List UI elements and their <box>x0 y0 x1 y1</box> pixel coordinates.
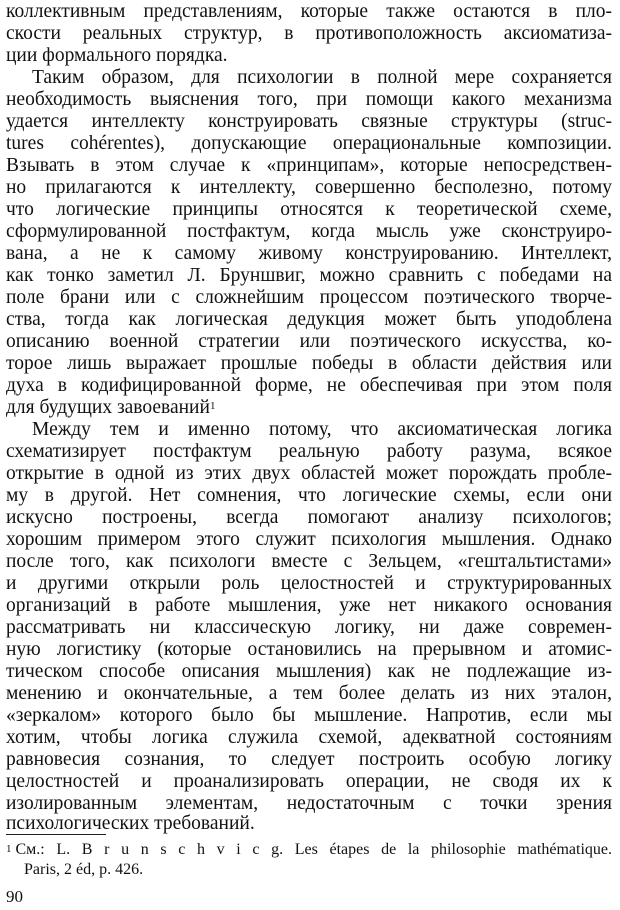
text-line: коллективным представлениям, которые также остаются в пло- <box>6 1 612 22</box>
text-line: вана, а не к самому живому конструированию. Интеллект, <box>6 243 612 264</box>
text-line: рассматривать ни классическую логику, ни даже современ- <box>6 617 612 638</box>
text-line: ную логистику (которые остановились на прерывном и атомис- <box>6 639 612 660</box>
footnote-text: См.: L. B r u n s c h v i c g. Les étapes de la philosophie mathématique. <box>15 841 612 858</box>
text-line: как тонко заметил Л. Бруншвиг, можно сравнить с победами на <box>6 265 612 286</box>
text-line: и другими открыли роль целостностей и структурированных <box>6 573 612 594</box>
text-line: описанию военной стратегии или поэтического искусства, ко- <box>6 331 612 352</box>
text-fragment: для будущих завоеваний <box>6 397 210 418</box>
text-line: хорошим примером этого служит психология мышления. Однако <box>6 529 612 550</box>
text-line: «зеркалом» которого было бы мышление. Напротив, если мы <box>6 705 612 726</box>
footnote-line <box>6 840 612 860</box>
text-line: после того, как психологи вместе с Зельцем, «гештальтистами» <box>6 551 612 572</box>
text-line: торое лишь выражает прошлые победы в области действия или <box>6 353 612 374</box>
footnote-reference: 1 <box>209 400 216 412</box>
text-line: ства, тогда как логическая дедукция может быть уподоблена <box>6 309 612 330</box>
text-line: схематизирует постфактум реальную работу разума, всякое <box>6 441 612 462</box>
text-line: тическом способе описания мышления) как не подлежащие из- <box>6 661 612 682</box>
text-line: психологических требований. <box>6 813 255 834</box>
text-line: изолированным элементам, недостаточным с точки зрения <box>6 793 612 814</box>
text-line: но прилагаются к интеллекту, совершенно бесполезно, потому <box>6 177 612 198</box>
text-line: организаций в работе мышления, уже нет никакого основания <box>6 595 612 616</box>
footnote-mark: 1 <box>6 843 12 855</box>
text-line: Между тем и именно потому, что аксиоматическая логика <box>32 419 612 440</box>
text-line: удается интеллекту конструировать связные структуры (struc- <box>6 111 612 132</box>
text-line: поле брани или с сложнейшим процессом поэтического творче- <box>6 287 612 308</box>
text-line: Таким образом, для психологии в полной мере сохраняется <box>32 67 612 88</box>
text-line-with-footnote-ref <box>6 396 612 420</box>
text-line: духа в кодифицированной форме, не обеспечивая при этом поля <box>6 375 612 396</box>
page-number: 90 <box>6 887 23 906</box>
text-line: скости реальных структур, в противоположность аксиоматиза- <box>6 23 612 44</box>
text-line: открытие в одной из этих двух областей может порождать пробле- <box>6 463 612 484</box>
text-line: Взывать в этом случае к «принципам», которые непосредствен- <box>6 155 612 176</box>
text-line: хотим, чтобы логика служила схемой, адекватной состояниям <box>6 727 612 748</box>
text-line: что логические принципы относятся к теоретической схеме, <box>6 199 612 220</box>
text-line: менению и окончательные, а тем более делать из них эталон, <box>6 683 612 704</box>
text-line: ции формального порядка. <box>6 45 228 66</box>
footnote-line: Paris, 2 éd, p. 426. <box>24 861 144 878</box>
text-line: искусно построены, всегда помогают анализу психологов; <box>6 507 612 528</box>
text-line: tures cohérentes), допускающие операциональные композиции. <box>6 133 612 154</box>
text-line: целостностей и проанализировать операции, не сводя их к <box>6 771 612 792</box>
text-line: му в другой. Нет сомнения, что логические схемы, если они <box>6 485 612 506</box>
text-line: сформулированной постфактум, когда мысль уже сконструиро- <box>6 221 612 242</box>
text-line: равновесия сознания, то следует построить особую логику <box>6 749 612 770</box>
footnote-separator <box>6 834 106 835</box>
text-line: необходимость выяснения того, при помощи какого механизма <box>6 89 612 110</box>
